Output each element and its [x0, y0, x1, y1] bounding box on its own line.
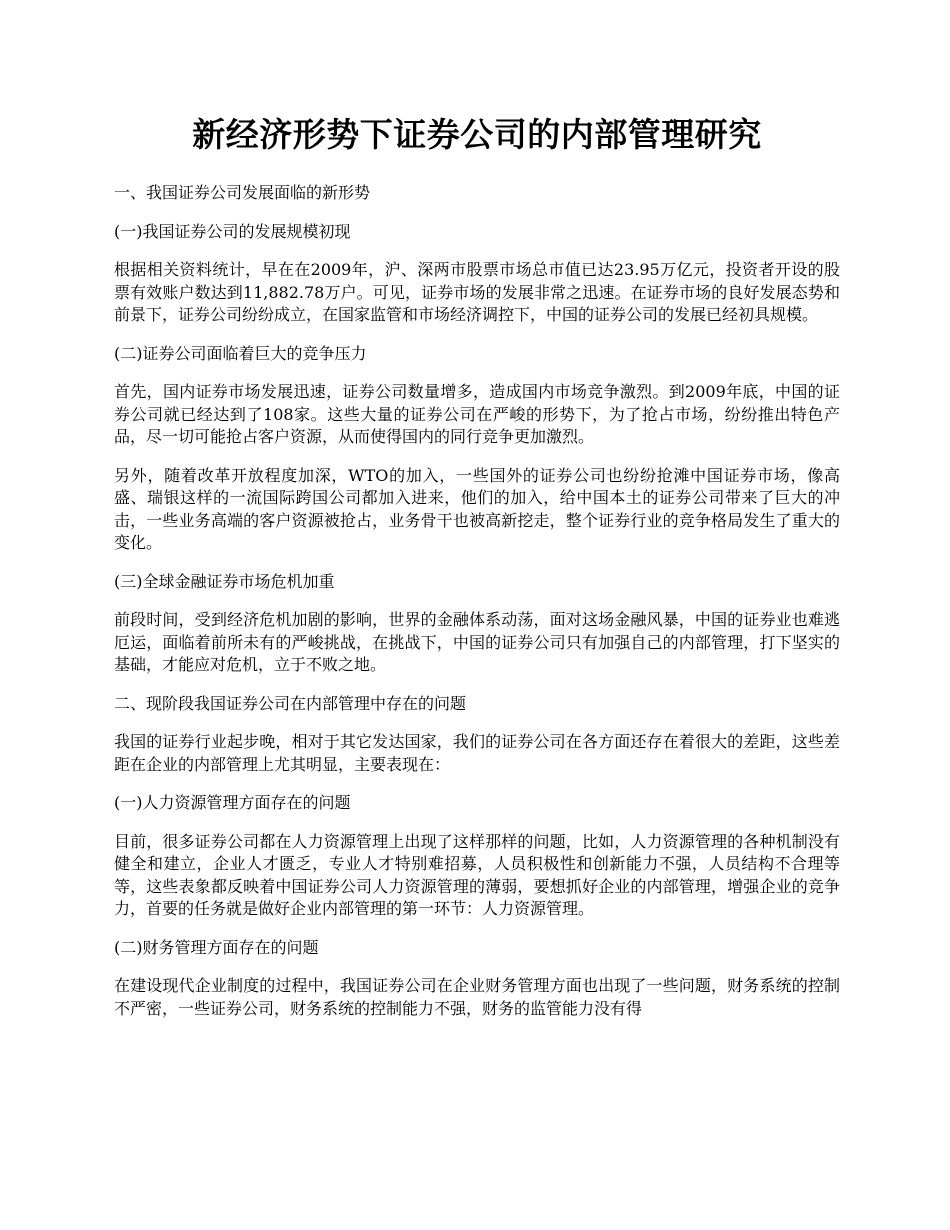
subsection-heading-2-1: (一)人力资源管理方面存在的问题 — [114, 793, 351, 812]
section-heading-1: 一、我国证券公司发展面临的新形势 — [114, 183, 371, 202]
paragraph: 目前，很多证券公司都在人力资源管理上出现了这样那样的问题，比如，人力资源管理的各种机制没有健全和建立，企业人才匮乏，专业人才特别难招募，人员积极性和创新能力不强，人员结构不合理等等，这些表象都反映着中国证券公司人力资源管理的薄弱，要想抓好企业的内部管理，增强企业的竞争力，首要的任务就是做好企业内部管理的第一环节：人力资源管理。 — [114, 831, 840, 918]
subsection-heading-1-3: (三)全球金融证券市场危机加重 — [114, 571, 335, 591]
paragraph: 我国的证券行业起步晚，相对于其它发达国家，我们的证券公司在各方面还存在着很大的差距，这些差距在企业的内部管理上尤其明显，主要表现在： — [114, 732, 840, 774]
paragraph: 另外，随着改革开放程度加深，WTO的加入，一些国外的证券公司也纷纷抢滩中国证券市场，像高盛、瑞银这样的一流国际跨国公司都加入进来，他们的加入，给中国本土的证券公司带来了巨大的冲击，一些业务高端的客户资源被抢占，业务骨干也被高新挖走，整个证券行业的竞争格局发生了重大的变化。 — [114, 465, 840, 552]
subsection-heading-1-1: (一)我国证券公司的发展规模初现 — [114, 221, 351, 241]
subsection-heading-2-2: (二)财务管理方面存在的问题 — [114, 937, 319, 957]
paragraph: 首先，国内证券市场发展迅速，证券公司数量增多，造成国内市场竞争激烈。到2009年底，中国的证券公司就已经达到了108家。这些大量的证券公司在严峻的形势下，为了抢占市场，纷纷推出特色产品，尽一切可能抢占客户资源，从而使得国内的同行竞争更加激烈。 — [114, 382, 840, 446]
paragraph: 根据相关资料统计，早在在2009年，沪、深两市股票市场总市值已达23.95万亿元，投资者开设的股票有效账户数达到11,882.78万户。可见，证券市场的发展非常之迅速。在证券市场的良好发展态势和前景下，证券公司纷纷成立，在国家监管和市场经济调控下，中国的证券公司的发展已经初具规模。 — [114, 260, 840, 324]
document-title: 新经济形势下证券公司的内部管理研究 — [192, 115, 762, 154]
subsection-heading-1-2: (二)证券公司面临着巨大的竞争压力 — [114, 343, 367, 363]
paragraph: 在建设现代企业制度的过程中，我国证券公司在企业财务管理方面也出现了一些问题，财务系统的控制不严密，一些证券公司，财务系统的控制能力不强，财务的监管能力没有得 — [114, 976, 840, 1018]
section-heading-2: 二、现阶段我国证券公司在内部管理中存在的问题 — [114, 693, 467, 713]
paragraph: 前段时间，受到经济危机加剧的影响，世界的金融体系动荡，面对这场金融风暴，中国的证券业也难逃厄运，面临着前所未有的严峻挑战，在挑战下，中国的证券公司只有加强自己的内部管理，打下坚实的基础，才能应对危机，立于不败之地。 — [114, 610, 840, 674]
